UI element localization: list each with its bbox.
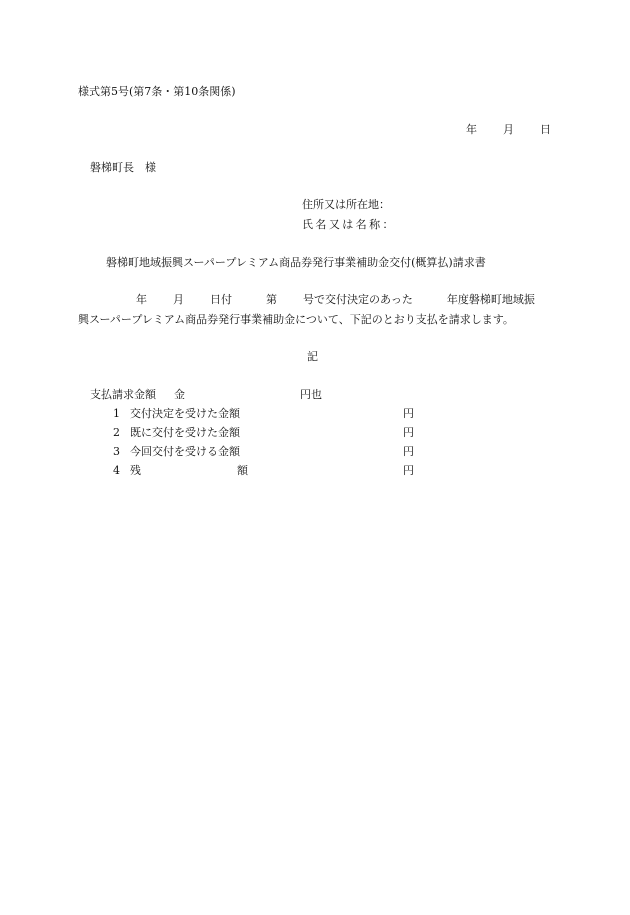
- item-unit: 円: [403, 445, 414, 458]
- addressee: 磐梯町長 様: [90, 161, 156, 174]
- item-label-left: 残: [130, 464, 141, 477]
- applicant-address-label: 住所又は所在地：: [302, 198, 390, 211]
- item-unit: 円: [403, 426, 414, 439]
- item-label: 交付決定を受けた金額: [130, 407, 240, 420]
- date-day-label: 日: [540, 123, 551, 136]
- total-kin-label: 金: [174, 388, 185, 401]
- body-year: 年: [136, 293, 147, 306]
- date-year-label: 年: [466, 123, 477, 136]
- date-month-label: 月: [503, 123, 514, 136]
- item-label-right: 額: [237, 464, 248, 477]
- body-decision-text: 号で交付決定のあった: [303, 293, 413, 306]
- item-number: 4: [113, 464, 120, 477]
- item-unit: 円: [403, 464, 414, 477]
- total-unit-label: 円也: [300, 388, 322, 401]
- item-label: 今回交付を受ける金額: [130, 445, 240, 458]
- body-fiscal-year-text: 年度磐梯町地域振: [446, 293, 535, 306]
- date-line: [466, 124, 551, 135]
- item-label: 既に交付を受けた金額: [130, 426, 240, 439]
- body-date-suffix: 日付: [210, 293, 232, 306]
- ki-heading: 記: [307, 350, 318, 363]
- item-number: 2: [113, 426, 120, 439]
- item-number: 3: [113, 445, 120, 458]
- body-month: 月: [173, 293, 184, 306]
- item-number: 1: [113, 407, 120, 420]
- total-request-label: 支払請求金額: [90, 388, 156, 401]
- form-number: 様式第5号(第7条・第10条関係): [78, 85, 236, 98]
- applicant-name-label: 氏名又は名称：: [302, 218, 396, 231]
- document-title: 磐梯町地域振興スーパープレミアム商品券発行事業補助金交付(概算払)請求書: [106, 256, 486, 269]
- item-unit: 円: [403, 407, 414, 420]
- body-line-1: [136, 294, 535, 305]
- body-line-2: 興スーパープレミアム商品券発行事業補助金について、下記のとおり支払を請求します。: [78, 313, 514, 326]
- body-number-prefix: 第: [266, 293, 277, 306]
